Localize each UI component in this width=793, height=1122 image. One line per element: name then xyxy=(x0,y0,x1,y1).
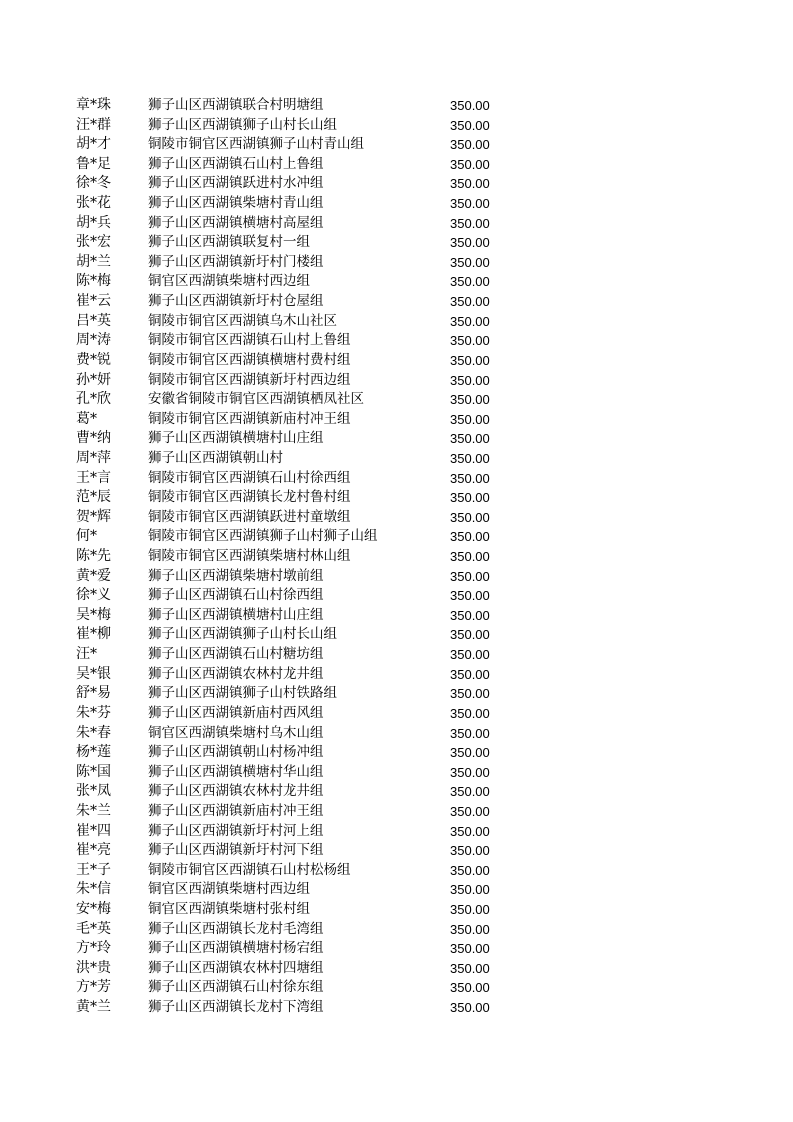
address: 狮子山区西湖镇新圩村仓屋组 xyxy=(148,293,324,310)
amount: 350.00 xyxy=(450,627,490,643)
person-name: 张*花 xyxy=(76,195,111,212)
person-name: 吴*银 xyxy=(76,665,111,682)
amount: 350.00 xyxy=(450,901,490,917)
amount: 350.00 xyxy=(450,647,490,663)
table-row xyxy=(76,704,516,724)
table-row xyxy=(76,233,516,253)
table-row xyxy=(76,116,516,136)
person-name: 陈*先 xyxy=(76,548,111,565)
address: 狮子山区西湖镇狮子山村铁路组 xyxy=(148,685,337,702)
address: 安徽省铜陵市铜官区西湖镇栖凤社区 xyxy=(148,391,364,408)
address: 铜官区西湖镇柴塘村乌木山组 xyxy=(148,724,324,741)
person-name: 朱*信 xyxy=(76,881,111,898)
person-name: 周*萍 xyxy=(76,449,111,466)
address: 狮子山区西湖镇联复村一组 xyxy=(148,234,310,251)
person-name: 崔*亮 xyxy=(76,842,111,859)
person-name: 吕*英 xyxy=(76,312,111,329)
table-row xyxy=(76,763,516,783)
amount: 350.00 xyxy=(450,980,490,996)
amount: 350.00 xyxy=(450,196,490,212)
record-list xyxy=(76,96,516,1018)
table-row xyxy=(76,508,516,528)
address: 狮子山区西湖镇农林村四塘组 xyxy=(148,959,324,976)
table-row xyxy=(76,174,516,194)
table-row xyxy=(76,253,516,273)
table-row xyxy=(76,292,516,312)
address: 狮子山区西湖镇狮子山村长山组 xyxy=(148,626,337,643)
address: 狮子山区西湖镇农林村龙井组 xyxy=(148,665,324,682)
address: 狮子山区西湖镇横塘村杨宕组 xyxy=(148,940,324,957)
amount: 350.00 xyxy=(450,156,490,172)
address: 狮子山区西湖镇长龙村下湾组 xyxy=(148,999,324,1016)
person-name: 陈*梅 xyxy=(76,273,111,290)
amount: 350.00 xyxy=(450,725,490,741)
person-name: 胡*才 xyxy=(76,136,111,153)
table-row xyxy=(76,469,516,489)
address: 狮子山区西湖镇跃进村水冲组 xyxy=(148,175,324,192)
table-row xyxy=(76,606,516,626)
table-row xyxy=(76,371,516,391)
table-row xyxy=(76,214,516,234)
person-name: 黄*兰 xyxy=(76,999,111,1016)
amount: 350.00 xyxy=(450,1000,490,1016)
address: 铜官区西湖镇柴塘村西边组 xyxy=(148,273,310,290)
address: 狮子山区西湖镇农林村龙井组 xyxy=(148,783,324,800)
amount: 350.00 xyxy=(450,117,490,133)
address: 狮子山区西湖镇石山村糖坊组 xyxy=(148,646,324,663)
table-row xyxy=(76,135,516,155)
address: 狮子山区西湖镇新庙村冲王组 xyxy=(148,802,324,819)
address: 铜官区西湖镇柴塘村张村组 xyxy=(148,900,310,917)
person-name: 葛* xyxy=(76,410,97,427)
table-row xyxy=(76,841,516,861)
person-name: 安*梅 xyxy=(76,900,111,917)
amount: 350.00 xyxy=(450,745,490,761)
address: 狮子山区西湖镇联合村明塘组 xyxy=(148,97,324,113)
table-row xyxy=(76,724,516,744)
table-row xyxy=(76,567,516,587)
address: 狮子山区西湖镇新圩村河上组 xyxy=(148,822,324,839)
address: 铜陵市铜官区西湖镇乌木山社区 xyxy=(148,312,337,329)
person-name: 崔*云 xyxy=(76,293,111,310)
person-name: 何* xyxy=(76,528,97,545)
amount: 350.00 xyxy=(450,882,490,898)
address: 狮子山区西湖镇长龙村毛湾组 xyxy=(148,920,324,937)
person-name: 费*锐 xyxy=(76,351,111,368)
amount: 350.00 xyxy=(450,568,490,584)
address: 铜陵市铜官区西湖镇石山村松杨组 xyxy=(148,861,351,878)
amount: 350.00 xyxy=(450,803,490,819)
amount: 350.00 xyxy=(450,274,490,290)
address: 铜陵市铜官区西湖镇狮子山村狮子山组 xyxy=(148,528,378,545)
address: 狮子山区西湖镇柴塘村青山组 xyxy=(148,195,324,212)
person-name: 黄*爱 xyxy=(76,567,111,584)
address: 狮子山区西湖镇横塘村高屋组 xyxy=(148,214,324,231)
table-row xyxy=(76,527,516,547)
person-name: 洪*贵 xyxy=(76,959,111,976)
amount: 350.00 xyxy=(450,960,490,976)
amount: 350.00 xyxy=(450,137,490,153)
person-name: 方*玲 xyxy=(76,940,111,957)
table-row xyxy=(76,194,516,214)
amount: 350.00 xyxy=(450,431,490,447)
table-row xyxy=(76,782,516,802)
table-row xyxy=(76,331,516,351)
address: 狮子山区西湖镇石山村徐东组 xyxy=(148,979,324,996)
address: 铜陵市铜官区西湖镇长龙村鲁村组 xyxy=(148,489,351,506)
address: 铜陵市铜官区西湖镇狮子山村青山组 xyxy=(148,136,364,153)
table-row xyxy=(76,959,516,979)
amount: 350.00 xyxy=(450,686,490,702)
table-row xyxy=(76,586,516,606)
amount: 350.00 xyxy=(450,254,490,270)
amount: 350.00 xyxy=(450,176,490,192)
person-name: 舒*易 xyxy=(76,685,111,702)
amount: 350.00 xyxy=(450,607,490,623)
amount: 350.00 xyxy=(450,764,490,780)
person-name: 汪*群 xyxy=(76,116,111,133)
person-name: 贺*辉 xyxy=(76,508,111,525)
table-row xyxy=(76,155,516,175)
person-name: 曹*纳 xyxy=(76,430,111,447)
person-name: 张*凤 xyxy=(76,783,111,800)
address: 铜陵市铜官区西湖镇新庙村冲王组 xyxy=(148,410,351,427)
person-name: 朱*春 xyxy=(76,724,111,741)
address: 铜官区西湖镇柴塘村西边组 xyxy=(148,881,310,898)
person-name: 崔*四 xyxy=(76,822,111,839)
amount: 350.00 xyxy=(450,411,490,427)
address: 狮子山区西湖镇朝山村 xyxy=(148,449,283,466)
table-row xyxy=(76,272,516,292)
table-row xyxy=(76,351,516,371)
amount: 350.00 xyxy=(450,588,490,604)
address: 狮子山区西湖镇横塘村山庄组 xyxy=(148,430,324,447)
person-name: 朱*兰 xyxy=(76,802,111,819)
amount: 350.00 xyxy=(450,392,490,408)
address: 狮子山区西湖镇狮子山村长山组 xyxy=(148,116,337,133)
table-row xyxy=(76,645,516,665)
address: 狮子山区西湖镇横塘村华山组 xyxy=(148,763,324,780)
person-name: 范*辰 xyxy=(76,489,111,506)
amount: 350.00 xyxy=(450,666,490,682)
person-name: 汪* xyxy=(76,646,97,663)
amount: 350.00 xyxy=(450,941,490,957)
amount: 350.00 xyxy=(450,333,490,349)
table-row xyxy=(76,822,516,842)
table-row xyxy=(76,390,516,410)
table-row xyxy=(76,429,516,449)
amount: 350.00 xyxy=(450,843,490,859)
person-name: 方*芳 xyxy=(76,979,111,996)
table-row xyxy=(76,684,516,704)
amount: 350.00 xyxy=(450,235,490,251)
address: 铜陵市铜官区西湖镇石山村上鲁组 xyxy=(148,332,351,349)
person-name: 鲁*足 xyxy=(76,155,111,172)
person-name: 胡*兵 xyxy=(76,214,111,231)
table-row xyxy=(76,743,516,763)
address: 狮子山区西湖镇朝山村杨冲组 xyxy=(148,744,324,761)
table-row xyxy=(76,96,516,116)
amount: 350.00 xyxy=(450,529,490,545)
table-row xyxy=(76,880,516,900)
table-row xyxy=(76,625,516,645)
address: 狮子山区西湖镇柴塘村墩前组 xyxy=(148,567,324,584)
amount: 350.00 xyxy=(450,549,490,565)
person-name: 毛*英 xyxy=(76,920,111,937)
table-row xyxy=(76,900,516,920)
person-name: 徐*冬 xyxy=(76,175,111,192)
address: 铜陵市铜官区西湖镇柴塘村林山组 xyxy=(148,548,351,565)
table-row xyxy=(76,665,516,685)
person-name: 胡*兰 xyxy=(76,253,111,270)
person-name: 杨*莲 xyxy=(76,744,111,761)
amount: 350.00 xyxy=(450,372,490,388)
table-row xyxy=(76,547,516,567)
amount: 350.00 xyxy=(450,490,490,506)
amount: 350.00 xyxy=(450,215,490,231)
table-row xyxy=(76,861,516,881)
address: 狮子山区西湖镇新圩村门楼组 xyxy=(148,253,324,270)
address: 狮子山区西湖镇石山村上鲁组 xyxy=(148,155,324,172)
amount: 350.00 xyxy=(450,98,490,113)
address: 狮子山区西湖镇新圩村河下组 xyxy=(148,842,324,859)
amount: 350.00 xyxy=(450,450,490,466)
address: 铜陵市铜官区西湖镇新圩村西边组 xyxy=(148,371,351,388)
person-name: 孔*欣 xyxy=(76,391,111,408)
table-row xyxy=(76,488,516,508)
person-name: 王*子 xyxy=(76,861,111,878)
table-row xyxy=(76,920,516,940)
table-row xyxy=(76,410,516,430)
amount: 350.00 xyxy=(450,921,490,937)
amount: 350.00 xyxy=(450,352,490,368)
person-name: 吴*梅 xyxy=(76,606,111,623)
amount: 350.00 xyxy=(450,823,490,839)
table-row xyxy=(76,978,516,998)
amount: 350.00 xyxy=(450,294,490,310)
address: 狮子山区西湖镇横塘村山庄组 xyxy=(148,606,324,623)
person-name: 徐*义 xyxy=(76,587,111,604)
person-name: 张*宏 xyxy=(76,234,111,251)
amount: 350.00 xyxy=(450,509,490,525)
address: 狮子山区西湖镇新庙村西风组 xyxy=(148,704,324,721)
table-row xyxy=(76,802,516,822)
person-name: 陈*国 xyxy=(76,763,111,780)
amount: 350.00 xyxy=(450,470,490,486)
person-name: 章*珠 xyxy=(76,97,111,113)
amount: 350.00 xyxy=(450,784,490,800)
table-row xyxy=(76,939,516,959)
person-name: 崔*柳 xyxy=(76,626,111,643)
address: 狮子山区西湖镇石山村徐西组 xyxy=(148,587,324,604)
address: 铜陵市铜官区西湖镇横塘村费村组 xyxy=(148,351,351,368)
amount: 350.00 xyxy=(450,705,490,721)
address: 铜陵市铜官区西湖镇石山村徐西组 xyxy=(148,469,351,486)
person-name: 王*言 xyxy=(76,469,111,486)
person-name: 朱*芬 xyxy=(76,704,111,721)
person-name: 周*涛 xyxy=(76,332,111,349)
table-row xyxy=(76,449,516,469)
person-name: 孙*妍 xyxy=(76,371,111,388)
table-row xyxy=(76,312,516,332)
table-row xyxy=(76,998,516,1018)
amount: 350.00 xyxy=(450,862,490,878)
address: 铜陵市铜官区西湖镇跃进村童墩组 xyxy=(148,508,351,525)
amount: 350.00 xyxy=(450,313,490,329)
